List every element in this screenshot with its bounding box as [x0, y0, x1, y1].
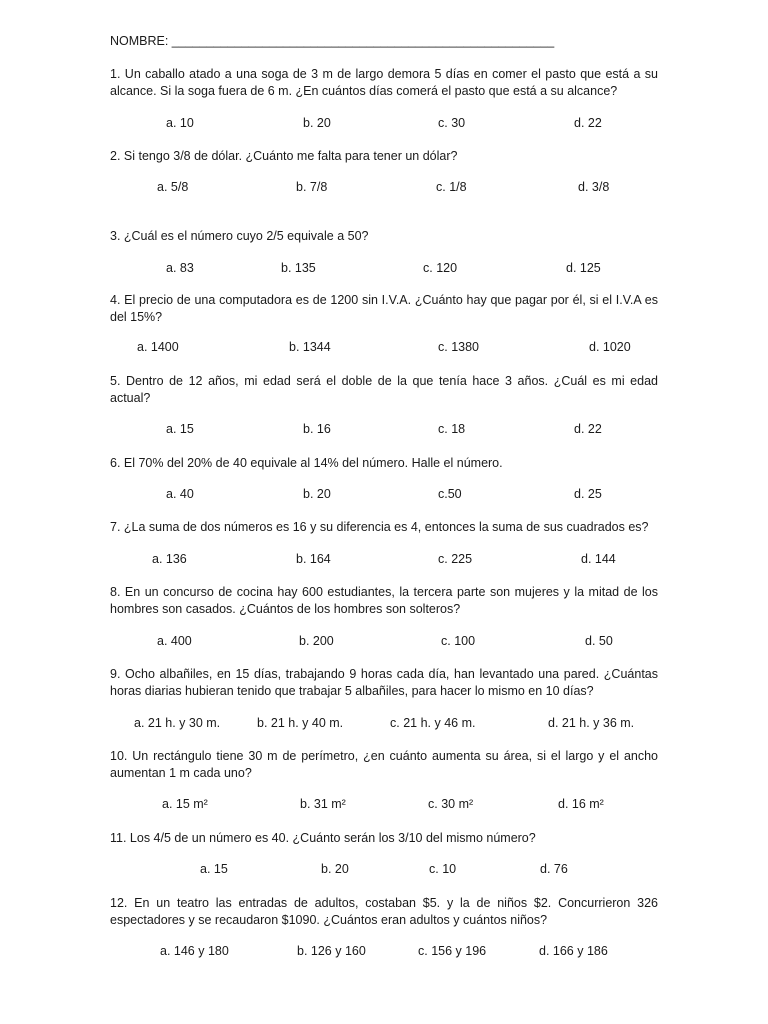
question-4-option-b: b. 1344: [289, 340, 331, 354]
question-8-option-b: b. 200: [299, 634, 334, 648]
question-8-option-a: a. 400: [157, 634, 192, 648]
question-2-option-b: b. 7/8: [296, 180, 328, 194]
question-5-text: 5. Dentro de 12 años, mi edad será el doble de la que tenía hace 3 años. ¿Cuál es mi edad actual?: [110, 374, 658, 405]
question-7-option-a: a. 136: [152, 552, 187, 566]
question-6-text: 6. El 70% del 20% de 40 equivale al 14% del número. Halle el número.: [110, 456, 503, 470]
question-1-option-a: a. 10: [166, 116, 194, 130]
question-12-option-a: a. 146 y 180: [160, 944, 229, 958]
question-2-option-a: a. 5/8: [157, 180, 189, 194]
question-1-text: 1. Un caballo atado a una soga de 3 m de largo demora 5 días en comer el pasto que está a su alcance. Si la soga fuera de 6 m. ¿En cuántos días comerá el pasto que está a su alcance?: [110, 67, 658, 98]
question-3-option-d: d. 125: [566, 261, 601, 275]
question-4-option-d: d. 1020: [589, 340, 631, 354]
question-9-option-c: c. 21 h. y 46 m.: [390, 716, 476, 730]
question-5-option-b: b. 16: [303, 422, 331, 436]
question-3-option-a: a. 83: [166, 261, 194, 275]
question-1-option-c: c. 30: [438, 116, 466, 130]
question-1-option-b: b. 20: [303, 116, 331, 130]
question-12-text: 12. En un teatro las entradas de adultos, costaban $5. y la de niños $2. Concurrieron 326 espectadores y se recaudaron $1090. ¿Cuántos eran adultos y cuántos niños?: [110, 896, 658, 927]
question-5-option-c: c. 18: [438, 422, 466, 436]
question-2-option-c: c. 1/8: [436, 180, 467, 194]
question-6-option-c: c.50: [438, 487, 462, 501]
question-10-option-d: d. 16 m²: [558, 797, 604, 811]
question-10-option-c: c. 30 m²: [428, 797, 474, 811]
question-6-option-d: d. 25: [574, 487, 602, 501]
question-7-option-b: b. 164: [296, 552, 331, 566]
question-11-option-d: d. 76: [540, 862, 568, 876]
question-11-option-a: a. 15: [200, 862, 228, 876]
question-10-option-b: b. 31 m²: [300, 797, 346, 811]
question-6-option-b: b. 20: [303, 487, 331, 501]
question-12-option-d: d. 166 y 186: [539, 944, 608, 958]
question-3-option-c: c. 120: [423, 261, 458, 275]
question-9-option-a: a. 21 h. y 30 m.: [134, 716, 221, 730]
question-7-option-c: c. 225: [438, 552, 473, 566]
question-7-text: 7. ¿La suma de dos números es 16 y su diferencia es 4, entonces la suma de sus cuadrados es?: [110, 520, 649, 534]
question-11-text: 11. Los 4/5 de un número es 40. ¿Cuánto serán los 3/10 del mismo número?: [110, 831, 536, 845]
question-1-option-d: d. 22: [574, 116, 602, 130]
question-8-text: 8. En un concurso de cocina hay 600 estudiantes, la tercera parte son mujeres y la mitad de los hombres son casados. ¿Cuántos de los hombres son solteros?: [110, 585, 658, 616]
question-5-option-d: d. 22: [574, 422, 602, 436]
question-10-option-a: a. 15 m²: [162, 797, 208, 811]
question-11-option-c: c. 10: [429, 862, 457, 876]
question-4-text: 4. El precio de una computadora es de 1200 sin I.V.A. ¿Cuánto hay que pagar por él, si el I.V.A es del 15%?: [110, 293, 658, 324]
question-6-option-a: a. 40: [166, 487, 194, 501]
question-4-option-a: a. 1400: [137, 340, 179, 354]
question-2-option-d: d. 3/8: [578, 180, 610, 194]
question-7-option-d: d. 144: [581, 552, 616, 566]
question-11-option-b: b. 20: [321, 862, 349, 876]
question-9-text: 9. Ocho albañiles, en 15 días, trabajando 9 horas cada día, han levantado una pared. ¿Cuántas horas diarias hubieran tenido que trabajar 5 albañiles, para hacer lo mismo en 10 días?: [110, 667, 658, 698]
question-8-option-d: d. 50: [585, 634, 613, 648]
question-10-text: 10. Un rectángulo tiene 30 m de perímetro, ¿en cuánto aumenta su área, si el largo y el ancho aumentan 1 m cada uno?: [110, 749, 658, 780]
question-2-text: 2. Si tengo 3/8 de dólar. ¿Cuánto me falta para tener un dólar?: [110, 149, 458, 163]
question-3-option-b: b. 135: [281, 261, 316, 275]
question-5-option-a: a. 15: [166, 422, 194, 436]
name-field-label: NOMBRE: _______________________________________________________: [110, 34, 555, 48]
question-8-option-c: c. 100: [441, 634, 476, 648]
question-12-option-b: b. 126 y 160: [297, 944, 366, 958]
question-9-option-b: b. 21 h. y 40 m.: [257, 716, 344, 730]
question-4-option-c: c. 1380: [438, 340, 480, 354]
question-3-text: 3. ¿Cuál es el número cuyo 2/5 equivale a 50?: [110, 229, 369, 243]
question-12-option-c: c. 156 y 196: [418, 944, 487, 958]
question-9-option-d: d. 21 h. y 36 m.: [548, 716, 635, 730]
